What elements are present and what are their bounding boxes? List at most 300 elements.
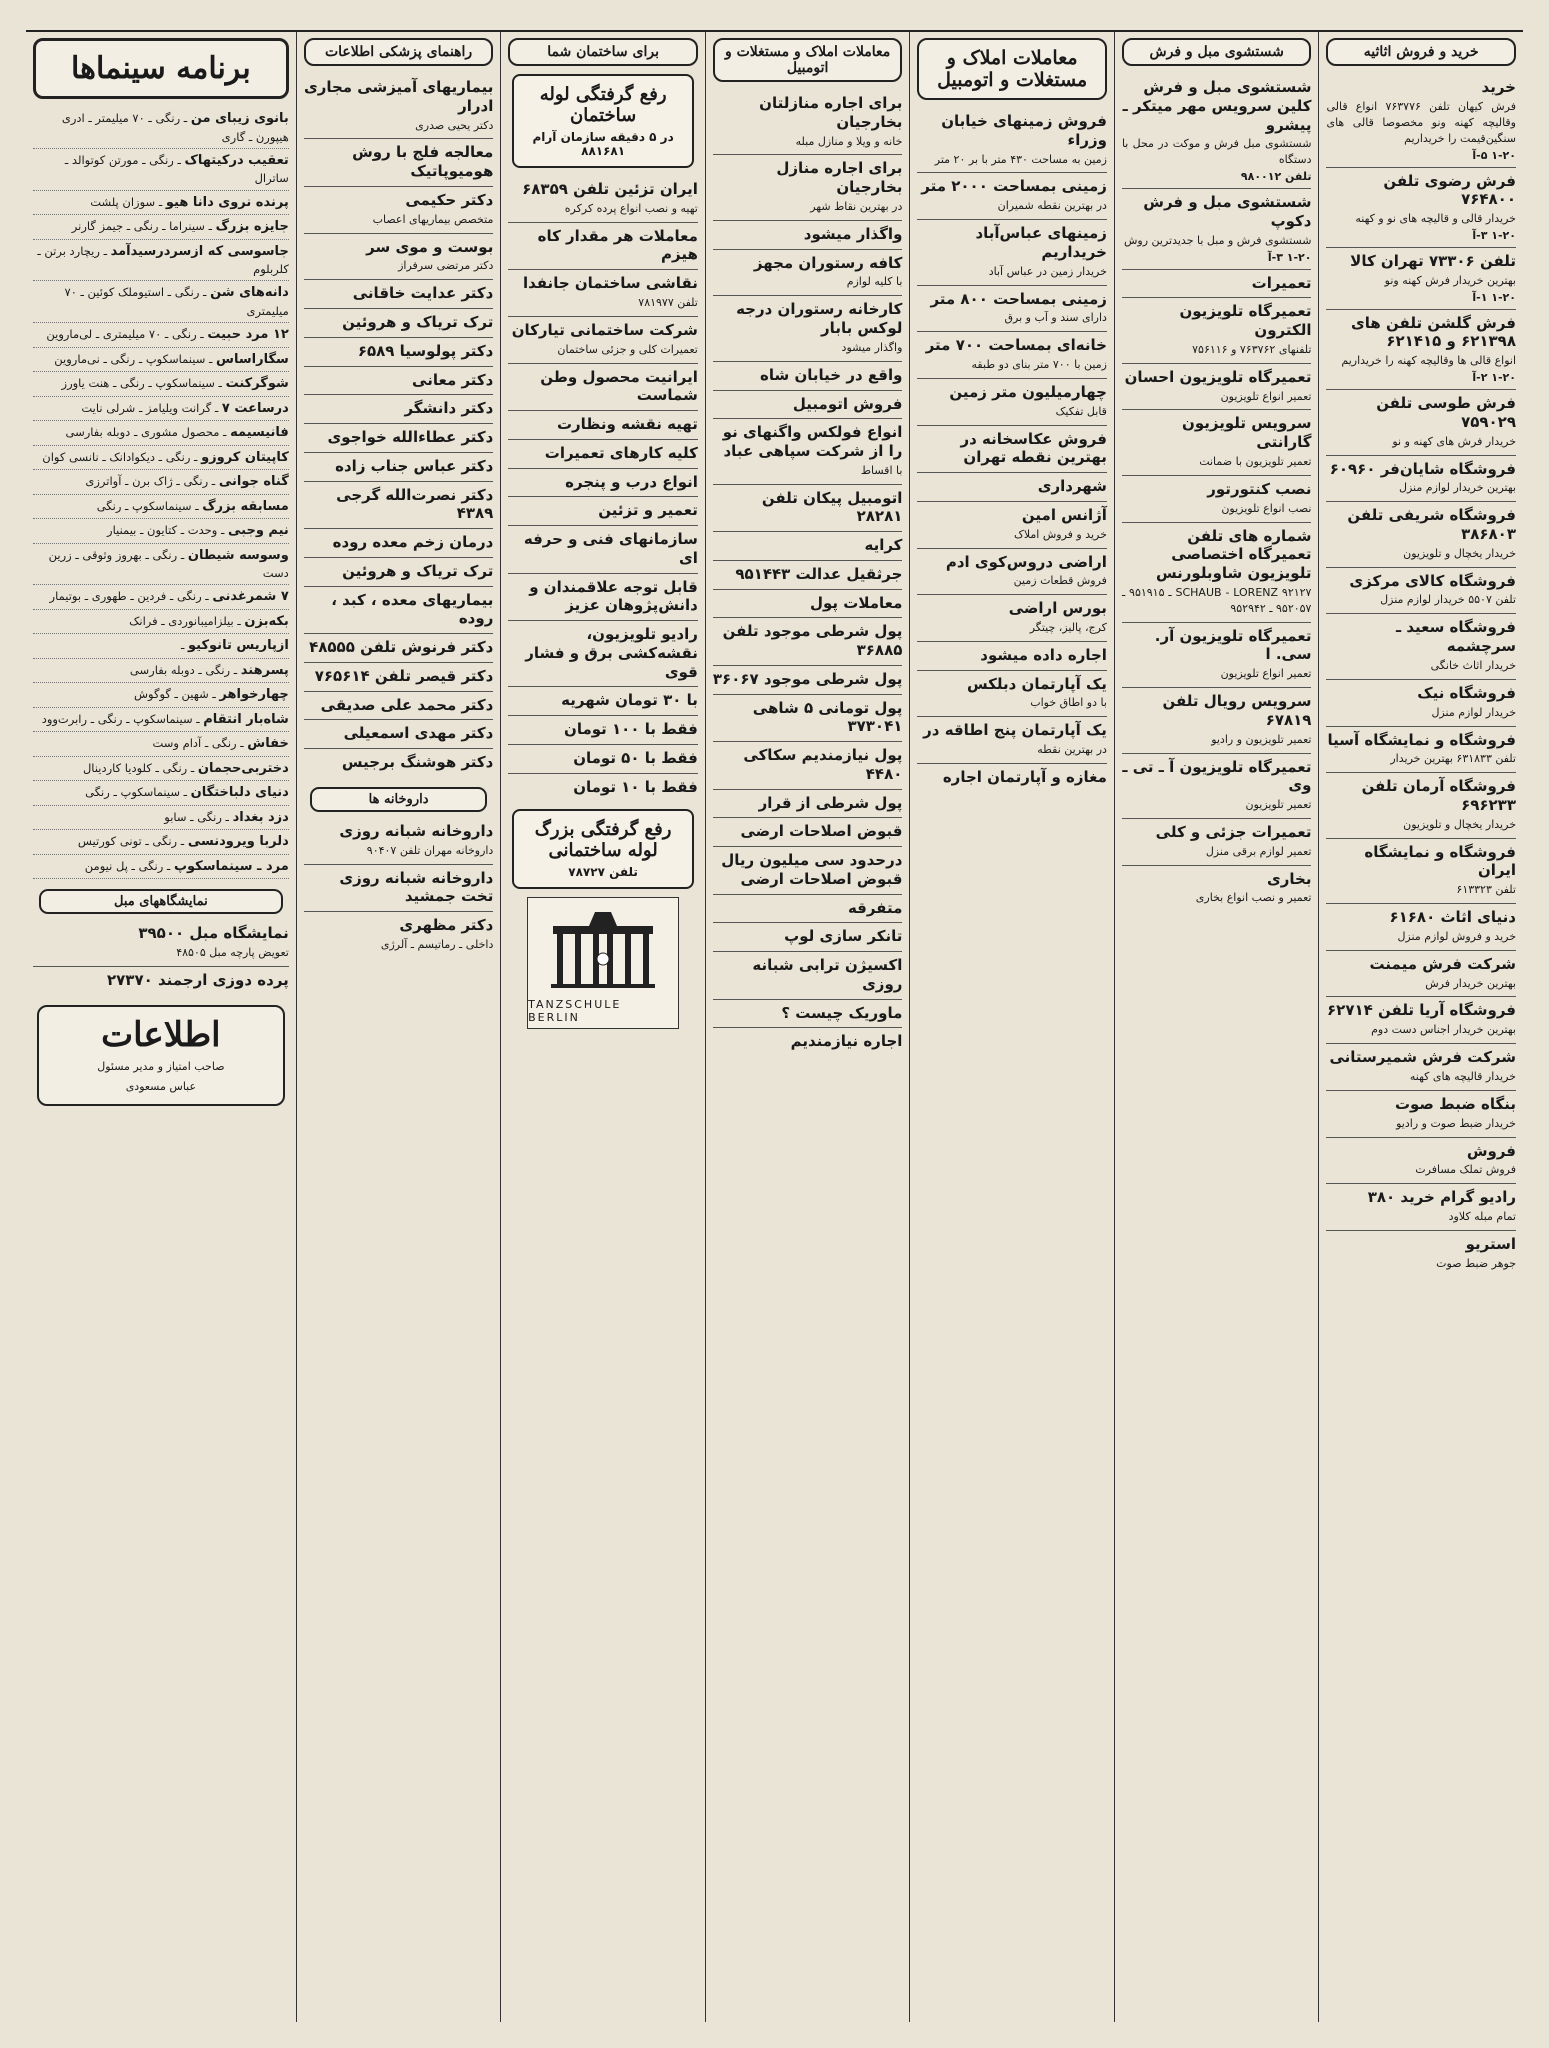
separator: ـ bbox=[177, 834, 188, 849]
cinema-listing bbox=[33, 191, 289, 216]
classified-ad bbox=[917, 426, 1107, 474]
classified-ad bbox=[1326, 1091, 1516, 1138]
separator: ـ bbox=[230, 662, 241, 677]
ad-body: تعمیرات کلی و جزئی ساختمان bbox=[557, 342, 698, 356]
ad-box-pipe-unclog-2 bbox=[512, 809, 694, 889]
film-details: سینراما ـ رنگی ـ جیمز گارنر bbox=[71, 219, 205, 233]
classified-ad bbox=[917, 595, 1107, 642]
ad-title: فروشگاه و نمایشگاه آسیا bbox=[1327, 730, 1516, 749]
ad-title: پول شرطی از قرار bbox=[758, 793, 903, 812]
ad-title: اتومبیل پیکان تلفن ۲۸۲۸۱ bbox=[761, 488, 903, 526]
classified-ad bbox=[304, 367, 494, 396]
classified-ad bbox=[304, 453, 494, 482]
separator: ـ bbox=[173, 152, 185, 167]
ad-title: پول تومانی ۵ شاهی ۳۷۳۰۴۱ bbox=[752, 698, 903, 736]
classified-ad bbox=[508, 745, 698, 774]
classified-ad bbox=[917, 642, 1107, 671]
section-heading: نمایشگاههای مبل bbox=[39, 889, 283, 914]
classified-ad bbox=[33, 920, 289, 967]
film-title: ۷ شمرغدنی bbox=[212, 589, 289, 605]
classified-ad bbox=[1326, 614, 1516, 679]
classified-ad bbox=[713, 818, 903, 847]
ad-title: سرویس رویال تلفن ۶۷۸۱۹ bbox=[1162, 692, 1312, 729]
classified-ad bbox=[304, 634, 494, 663]
ad-title: یک آپارتمان دبلکس bbox=[966, 674, 1107, 693]
ad-title: تعمیرگاه تلویزیون آ ـ تی ـ وی bbox=[1122, 757, 1312, 795]
separator: ـ bbox=[236, 736, 248, 751]
film-details: رنگی ـ کلودیا کاردینال bbox=[82, 760, 188, 775]
classified-ad bbox=[508, 621, 698, 687]
ad-body: خریدار یخچال و تلویزیون bbox=[1403, 546, 1516, 560]
classified-ad bbox=[917, 108, 1107, 173]
ad-body: بهترین خریدار لوازم منزل bbox=[1398, 481, 1516, 495]
ad-title: شرکت ساختمانی تیارکان bbox=[511, 320, 698, 339]
ad-body: تعمیر انواع تلویزیون bbox=[1220, 667, 1312, 681]
separator: ـ bbox=[180, 638, 189, 653]
ad-title: فروشگاه آریا تلفن ۶۲۷۱۴ bbox=[1327, 1001, 1516, 1020]
classified-ad bbox=[1122, 74, 1312, 189]
film-details: سینماسکوپ ـ رنگی bbox=[85, 785, 180, 800]
column-heading: برای ساختمان شما bbox=[508, 38, 698, 66]
classified-ad bbox=[713, 1028, 903, 1056]
classified-ad bbox=[917, 717, 1107, 764]
ad-title: دکتر دانشگر bbox=[404, 399, 494, 418]
classified-ad bbox=[304, 663, 494, 692]
separator: ـ bbox=[155, 194, 166, 209]
classified-ad bbox=[304, 912, 494, 958]
ad-title: مغازه و آپارتمان اجاره bbox=[942, 768, 1107, 787]
logo-caption: TANZSCHULE BERLIN bbox=[528, 998, 622, 1025]
ad-title: دکتر مظهری bbox=[399, 916, 494, 934]
film-details: رنگی ـ ژاک برن ـ آواترزی bbox=[85, 474, 209, 488]
ad-title: کافه رستوران مجهز bbox=[753, 253, 903, 272]
masthead-sub1: صاحب امتیاز و مدیر مسئول bbox=[97, 1059, 225, 1073]
classified-ad bbox=[713, 419, 903, 484]
classified-ad bbox=[713, 532, 903, 561]
film-title: دنیای دلباختگان bbox=[190, 785, 289, 801]
ad-body: زمین به مساحت ۴۳۰ متر با بر ۲۰ متر bbox=[934, 152, 1107, 166]
classified-ad bbox=[1326, 904, 1516, 951]
ad-title: فرش گلشن تلفن های ۶۲۱۳۹۸ و ۶۲۱۴۱۵ bbox=[1351, 313, 1516, 351]
ad-title: دکتر هوشنگ برجیس bbox=[341, 753, 494, 772]
separator: ـ bbox=[211, 400, 222, 415]
separator: ـ bbox=[208, 474, 219, 488]
classified-columns bbox=[26, 30, 1523, 2022]
ad-title: فروشگاه شریفی تلفن ۳۸۶۸۰۳ bbox=[1347, 506, 1516, 543]
ad-title: واقع در خیابان شاه bbox=[760, 365, 903, 384]
ad-title: بورس اراضی bbox=[1008, 599, 1107, 618]
ad-title: فروش bbox=[1466, 1141, 1516, 1160]
cinema-listing bbox=[33, 634, 289, 659]
classified-ad bbox=[508, 440, 698, 469]
ad-body: دکتر مرتضی سرفراز bbox=[398, 259, 494, 273]
ad-body: تعمیر تلویزیون و رادیو bbox=[1211, 732, 1312, 746]
classified-ad bbox=[917, 220, 1107, 285]
classified-ad bbox=[304, 720, 494, 749]
cinema-listing bbox=[33, 585, 289, 610]
film-details: رنگی ـ مورتن کوتوالد ـ ساترال bbox=[64, 152, 289, 186]
classified-ad bbox=[713, 666, 903, 695]
classified-ad bbox=[304, 692, 494, 721]
classified-ad bbox=[304, 818, 494, 865]
ads-list bbox=[917, 108, 1107, 792]
classified-ad bbox=[713, 790, 903, 819]
ad-title: داروخانه شبانه روزی bbox=[339, 821, 494, 840]
ad-body: دارای سند و آب و برق bbox=[1004, 311, 1107, 325]
classified-ad bbox=[508, 223, 698, 271]
classified-ad bbox=[713, 155, 903, 220]
ad-body: خرید و فروش لوازم منزل bbox=[1397, 929, 1516, 943]
ad-title: اکسیژن ترابی شبانه روزی bbox=[752, 956, 903, 993]
ad-title: ایران تزئین تلفن ۶۸۳۵۹ bbox=[522, 180, 698, 198]
ad-title: سرویس تلویزیون گارانتی bbox=[1182, 414, 1312, 452]
separator: ـ bbox=[196, 327, 208, 341]
classified-ad bbox=[1326, 248, 1516, 310]
column-heading: خرید و فروش اثاثیه bbox=[1326, 38, 1516, 66]
ad-body: در بهترین نقطه bbox=[1037, 743, 1107, 757]
ad-title: تعمیرگاه تلویزیون احسان bbox=[1124, 367, 1312, 386]
ad-title: زمینی بمساحت ۸۰۰ متر bbox=[930, 289, 1107, 308]
film-details: گرانت ویلیامز ـ شرلی نایت bbox=[81, 400, 212, 415]
separator: ـ bbox=[163, 858, 174, 873]
ad-title: فروش زمینهای خیابان وزراء bbox=[941, 112, 1107, 149]
column-heading: شستشوی مبل و فرش bbox=[1122, 38, 1312, 66]
ad-title: پول شرطی موجود ۳۶۰۶۷ bbox=[712, 669, 903, 688]
cinema-list bbox=[33, 107, 289, 879]
ad-title: ترک تریاک و هروئین bbox=[342, 561, 494, 580]
ad-body: تلفن ۶۱۳۳۲۳ bbox=[1456, 883, 1516, 897]
ad-title: پول نیازمندیم سکاکی ۴۴۸۰ bbox=[743, 746, 903, 783]
ad-title: دکتر فرنوش تلفن ۴۸۵۵۵ bbox=[309, 638, 494, 657]
ad-body: داروخانه مهران تلفن ۹۰۴۰۷ bbox=[366, 843, 494, 857]
ad-title: اراضی دروس‌کوی ادم bbox=[945, 552, 1107, 571]
ad-body: نصب انواع تلویزیون bbox=[1221, 501, 1312, 515]
film-details: رنگی ـ پل نیومن bbox=[84, 858, 164, 873]
classified-ad bbox=[713, 923, 903, 952]
ad-title: بیماریهای آمیزشی مجاری ادرار bbox=[303, 78, 494, 115]
ad-body: تعمیر تلویزیون با ضمانت bbox=[1199, 454, 1312, 468]
film-title: ازپاریس تانوکیو bbox=[188, 638, 289, 654]
ad-title: واگذار میشود bbox=[803, 224, 903, 243]
ad-title: معاملات هر مقدار کاه هیزم bbox=[537, 226, 698, 264]
ad-title: فروشگاه کالای مرکزی bbox=[1349, 571, 1516, 590]
ad-title: تلفن ۷۳۳۰۶ تهران کالا bbox=[1350, 252, 1516, 270]
ad-title: شستشوی مبل و فرش کلین سرویس مهر میتکر ـ پیشرو bbox=[1122, 78, 1312, 134]
classified-ad bbox=[508, 270, 698, 317]
classified-ad bbox=[1326, 456, 1516, 503]
ad-body: قابل تفکیک bbox=[1055, 404, 1107, 418]
ad-title: انواع درب و پنجره bbox=[565, 472, 698, 491]
classified-ad bbox=[508, 687, 698, 716]
column-cinema bbox=[26, 32, 296, 2022]
classified-ad bbox=[304, 187, 494, 234]
classified-ad bbox=[304, 558, 494, 587]
cinema-listing bbox=[33, 446, 289, 471]
ad-body: تعمیر تلویزیون bbox=[1245, 798, 1312, 812]
section-heading: داروخانه ها bbox=[310, 787, 488, 812]
ad-phone: ۱-۲۰ ۳-آ bbox=[1267, 250, 1312, 264]
separator: ـ bbox=[201, 589, 213, 604]
classified-ad bbox=[304, 338, 494, 367]
classified-ad bbox=[304, 74, 494, 139]
ad-body: تلفن ۶۳۱۸۳۳ بهترین خریدار bbox=[1390, 752, 1516, 766]
classified-ad bbox=[1326, 951, 1516, 998]
cinema-listing bbox=[33, 855, 289, 880]
separator: ـ bbox=[190, 449, 202, 464]
ad-body: با دو اطاق خواب bbox=[1030, 696, 1107, 710]
ad-title: بخاری bbox=[1267, 869, 1312, 888]
film-details: ریچارد برتن ـ کلربلوم bbox=[37, 243, 289, 276]
ad-title: چهارمیلیون متر زمین bbox=[949, 382, 1107, 401]
cinema-listing bbox=[33, 323, 289, 348]
classified-ad bbox=[713, 485, 903, 533]
ad-body: خانه و ویلا و منازل مبله bbox=[795, 134, 903, 148]
film-title: جایزه بزرگ bbox=[215, 219, 289, 234]
ad-body: تهیه و نصب انواع پرده کرکره bbox=[564, 201, 698, 215]
ad-box-pipe-unclog bbox=[512, 74, 694, 168]
ad-phone: ۱-۲۰ ۳-آ bbox=[1472, 229, 1516, 242]
classified-ad bbox=[1326, 839, 1516, 904]
film-title: درساعت ۷ bbox=[221, 400, 289, 416]
classified-ad bbox=[713, 296, 903, 361]
column-heading: راهنمای پزشکی اطلاعات bbox=[304, 38, 494, 66]
classified-ad bbox=[713, 1000, 903, 1029]
ad-title: فروش اتومبیل bbox=[792, 394, 903, 413]
ad-body: شستشوی فرش و مبل با جدیدترین روش bbox=[1123, 233, 1312, 247]
ad-title: خرید bbox=[1481, 78, 1516, 96]
classified-ad bbox=[508, 469, 698, 498]
ad-title: آژانس امین bbox=[1021, 505, 1107, 524]
classified-ad bbox=[713, 952, 903, 1000]
film-title: کاپیتان کروزو bbox=[201, 449, 289, 465]
classified-ad bbox=[917, 549, 1107, 596]
cinema-listing bbox=[33, 149, 289, 191]
cinema-listing bbox=[33, 495, 289, 520]
separator: ـ bbox=[192, 711, 204, 726]
cinema-listing bbox=[33, 470, 289, 495]
classified-ad bbox=[304, 280, 494, 309]
ad-title: کلیه کارهای تعمیرات bbox=[544, 443, 698, 462]
film-title: تعقیب درکیتهاک bbox=[184, 152, 289, 168]
separator: ـ bbox=[99, 243, 111, 258]
classified-ad bbox=[713, 221, 903, 250]
film-title: شوگرکنت bbox=[225, 376, 289, 391]
classified-ad bbox=[713, 362, 903, 391]
ad-phone: ۱-۲۰ ۵-آ bbox=[1472, 148, 1516, 162]
ad-title: بنگاه ضبط صوت bbox=[1394, 1094, 1516, 1113]
ad-title: دکتر عطاءالله خواجوی bbox=[327, 428, 494, 447]
ad-body: انواع قالی ها وقالیچه کهنه را خریداریم bbox=[1341, 354, 1516, 368]
ad-body: در بهترین نقاط شهر bbox=[810, 199, 903, 213]
cinema-listing bbox=[33, 348, 289, 373]
ad-title: داروخانه شبانه روزی تخت جمشید bbox=[339, 868, 494, 906]
film-title: دانه‌های شن bbox=[210, 285, 289, 301]
classified-ad bbox=[917, 173, 1107, 220]
masthead-title: اطلاعات bbox=[101, 1014, 221, 1055]
cinema-listing bbox=[33, 544, 289, 586]
classified-ad bbox=[508, 497, 698, 526]
separator: ـ bbox=[179, 785, 191, 800]
film-details: سینماسکوپ ـ رنگی bbox=[96, 498, 192, 513]
ad-body: خریدار قالیچه های کهنه bbox=[1409, 1069, 1516, 1083]
cinema-listing bbox=[33, 610, 289, 635]
separator: ـ bbox=[221, 809, 233, 824]
classified-ad bbox=[713, 695, 903, 743]
ad-title: تانکر سازی لوپ bbox=[784, 927, 903, 946]
ad-title: زمینی بمساحت ۲۰۰۰ متر bbox=[921, 177, 1107, 196]
ad-body: تعمیر و نصب انواع بخاری bbox=[1195, 891, 1312, 905]
ad-title: تعمیرات bbox=[1251, 273, 1312, 292]
ad-title: رادیو تلویزیون، نقشه‌کشی برق و فشار قوی bbox=[525, 625, 698, 681]
ad-title: سازمانهای فنی و حرفه ای bbox=[523, 530, 698, 567]
box-title: رفع گرفتگی لوله ساختمان bbox=[539, 84, 667, 126]
classified-ad bbox=[1122, 866, 1312, 912]
ad-title: دکتر پولوسیا ۶۵۸۹ bbox=[357, 341, 494, 360]
column-real-estate-2 bbox=[705, 32, 910, 2022]
ad-title: ترک تریاک و هروئین bbox=[342, 313, 494, 332]
ad-title: فروشگاه شایان‌فر ۶۰۹۶۰ bbox=[1329, 459, 1516, 478]
classified-ad bbox=[1326, 568, 1516, 615]
brandenburg-gate-icon bbox=[543, 904, 663, 994]
ad-body: جوهر ضبط صوت bbox=[1436, 1256, 1516, 1270]
classified-ad bbox=[1122, 688, 1312, 753]
cinema-listing bbox=[33, 215, 289, 240]
ad-body: خرید و فروش املاک bbox=[1014, 527, 1107, 541]
ad-body: زمین با ۷۰۰ متر بنای دو طبقه bbox=[971, 358, 1107, 371]
ad-title: برای اجاره منازل بخارجیان bbox=[776, 159, 903, 197]
ads-list-2 bbox=[33, 920, 289, 994]
classified-ad bbox=[917, 286, 1107, 333]
classified-ad bbox=[713, 90, 903, 155]
ad-body: کرج، پالیز، چیتگر bbox=[1029, 621, 1107, 634]
classified-ad bbox=[1326, 1184, 1516, 1231]
separator: ـ bbox=[205, 351, 217, 366]
ad-title: متفرقه bbox=[847, 898, 903, 917]
ad-body: بهترین خریدار فرش bbox=[1425, 976, 1516, 990]
ad-body: شستشوی مبل فرش و موکت در محل با دستگاه bbox=[1121, 137, 1312, 167]
ad-title: فقط با ۱۰۰ تومان bbox=[564, 720, 698, 739]
film-title: ۱۲ مرد حبیت bbox=[207, 327, 289, 342]
masthead bbox=[37, 1005, 285, 1106]
ad-body: با کلیه لوازم bbox=[846, 275, 903, 289]
film-details: رنگی ـ استیوملک کوئین ـ ۷۰ میلیمتری bbox=[64, 285, 289, 318]
column-building bbox=[500, 32, 705, 2022]
film-details: سینماسکوپ ـ رنگی ـ رابرت‌وود bbox=[41, 711, 193, 726]
film-details: سوزان پلشت bbox=[90, 194, 156, 209]
ad-title: تعمیرگاه تلویزیون آر. سی. ا bbox=[1154, 626, 1312, 664]
ad-body: دکتر یحیی صدری bbox=[415, 118, 494, 132]
ad-body: تعویض پارچه مبل ۴۸۵۰۵ bbox=[176, 946, 289, 959]
ad-body: تلفنهای ۷۶۳۷۶۲ و ۷۵۶۱۱۶ bbox=[1192, 342, 1312, 356]
ad-title: با ۳۰ تومان شهریه bbox=[561, 691, 698, 710]
ad-title: اجاره داده میشود bbox=[980, 645, 1107, 664]
film-details: رنگی ـ دیکوادانک ـ نانسی کوان bbox=[42, 449, 191, 464]
classified-ad bbox=[917, 764, 1107, 792]
ad-title: فروشگاه آرمان تلفن ۶۹۶۲۳۳ bbox=[1361, 777, 1516, 814]
ad-body: خریدار زمین در عباس آباد bbox=[988, 264, 1107, 278]
ad-title: دنیای اثاث ۶۱۶۸۰ bbox=[1389, 908, 1516, 927]
ad-title: فقط با ۱۰ تومان bbox=[573, 777, 698, 796]
ad-title: کارخانه رستوران درجه لوکس بابار bbox=[736, 300, 903, 338]
cinema-listing bbox=[33, 757, 289, 782]
cinema-listing bbox=[33, 107, 289, 149]
ad-title: دکتر عدایت خاقانی bbox=[352, 284, 494, 303]
film-title: دختربی‌حجمان bbox=[197, 760, 289, 776]
classified-ad bbox=[304, 749, 494, 777]
ad-body: تعمیر انواع تلویزیون bbox=[1220, 389, 1312, 403]
film-details: سینماسکوپ ـ رنگی ـ هنت یاورز bbox=[61, 376, 215, 390]
ad-body: خریدار لوازم منزل bbox=[1431, 705, 1516, 719]
film-title: پرنده نروی دانا هیو bbox=[165, 194, 289, 210]
film-details: رنگی ـ فردین ـ طهوری ـ بوتیمار bbox=[49, 589, 202, 604]
ad-title: شرکت فرش شمیرستانی bbox=[1329, 1048, 1516, 1067]
ad-title: شرکت فرش میمنت bbox=[1369, 954, 1516, 973]
separator: ـ bbox=[219, 425, 231, 439]
cinema-listing bbox=[33, 397, 289, 422]
classified-ad bbox=[713, 250, 903, 297]
film-details: رنگی ـ بهروز وثوقی ـ زرین دست bbox=[48, 547, 289, 580]
classified-ad bbox=[1326, 680, 1516, 727]
ad-body: فرش کیهان تلفن ۷۶۳۷۷۶ انواع قالی وقالیچه کهنه ونو مخصوصا قالی های سنگین‌قیمت را خریداریم bbox=[1326, 99, 1516, 145]
film-title: دلربا ویرودنسی bbox=[187, 834, 289, 850]
ad-title: بوست و موی سر bbox=[366, 237, 494, 256]
ad-body: فروش تملک مسافرت bbox=[1415, 1163, 1516, 1177]
ad-title: کرایه bbox=[864, 536, 903, 555]
classified-ad bbox=[304, 424, 494, 453]
film-title: شاه‌بار ‌انتقام bbox=[203, 711, 289, 727]
ad-body: با اقساط bbox=[860, 463, 903, 477]
ad-title: فرش رضوی تلفن ۷۶۴۸۰۰ bbox=[1383, 171, 1516, 209]
classified-ad bbox=[1122, 523, 1312, 623]
classified-ad bbox=[713, 391, 903, 420]
classified-ad bbox=[1122, 189, 1312, 269]
ad-title: زمینهای عباس‌آباد خریداریم bbox=[975, 224, 1107, 261]
box-subtitle: در ۵ دقیقه سازمان آرام ۸۸۱۶۸۱ bbox=[532, 130, 674, 158]
classified-ad bbox=[1326, 502, 1516, 567]
classified-ad bbox=[1326, 997, 1516, 1044]
film-title: دزد بغداد bbox=[232, 809, 289, 825]
ad-title: معالجه فلج با روش هومیوپاتیک bbox=[352, 143, 494, 181]
film-title: بکه‌بزن bbox=[244, 613, 289, 629]
separator: ـ bbox=[204, 219, 216, 233]
ads-list bbox=[304, 74, 494, 777]
cinema-listing bbox=[33, 781, 289, 806]
film-details: رنگی ـ تونی کورتیس bbox=[77, 834, 178, 849]
ad-body: در بهترین نقطه شمیران bbox=[997, 199, 1107, 213]
ad-title: شهرداری bbox=[1037, 477, 1107, 496]
classified-ad bbox=[304, 865, 494, 913]
film-details: سینماسکوپ ـ رنگی ـ نی‌ماروین bbox=[54, 351, 206, 366]
column-real-estate-1 bbox=[909, 32, 1114, 2022]
ad-body: تلفن ۵۵۰۷ خریدار لوازم منزل bbox=[1380, 593, 1516, 607]
film-details: رنگی ـ ۷۰ میلیمتر ـ ادری هیپورن ـ گاری bbox=[61, 111, 289, 144]
cinema-listing bbox=[33, 708, 289, 733]
film-title: مسابقه بزرگ bbox=[202, 498, 289, 514]
classified-ad bbox=[508, 774, 698, 802]
film-title: پسرهند bbox=[240, 662, 289, 678]
ad-body: داخلی ـ رماتیسم ـ آلرژی bbox=[380, 937, 494, 951]
ad-title: فروشگاه و نمایشگاه ایران bbox=[1364, 842, 1516, 880]
classified-ad bbox=[713, 895, 903, 924]
ad-title: دکتر قیصر تلفن ۷۶۵۶۱۴ bbox=[314, 666, 494, 685]
ads-list bbox=[1326, 74, 1516, 1277]
ad-title: فرش طوسی تلفن ۷۵۹۰۲۹ bbox=[1376, 394, 1516, 431]
classified-ad bbox=[1122, 410, 1312, 475]
ad-phone: ۱-۲۰ ۱-آ bbox=[1472, 290, 1516, 304]
ad-title: اجاره نیازمندیم bbox=[790, 1032, 903, 1051]
film-title: بانوی زیبای من bbox=[190, 111, 289, 126]
ad-title: معاملات پول bbox=[809, 593, 903, 612]
